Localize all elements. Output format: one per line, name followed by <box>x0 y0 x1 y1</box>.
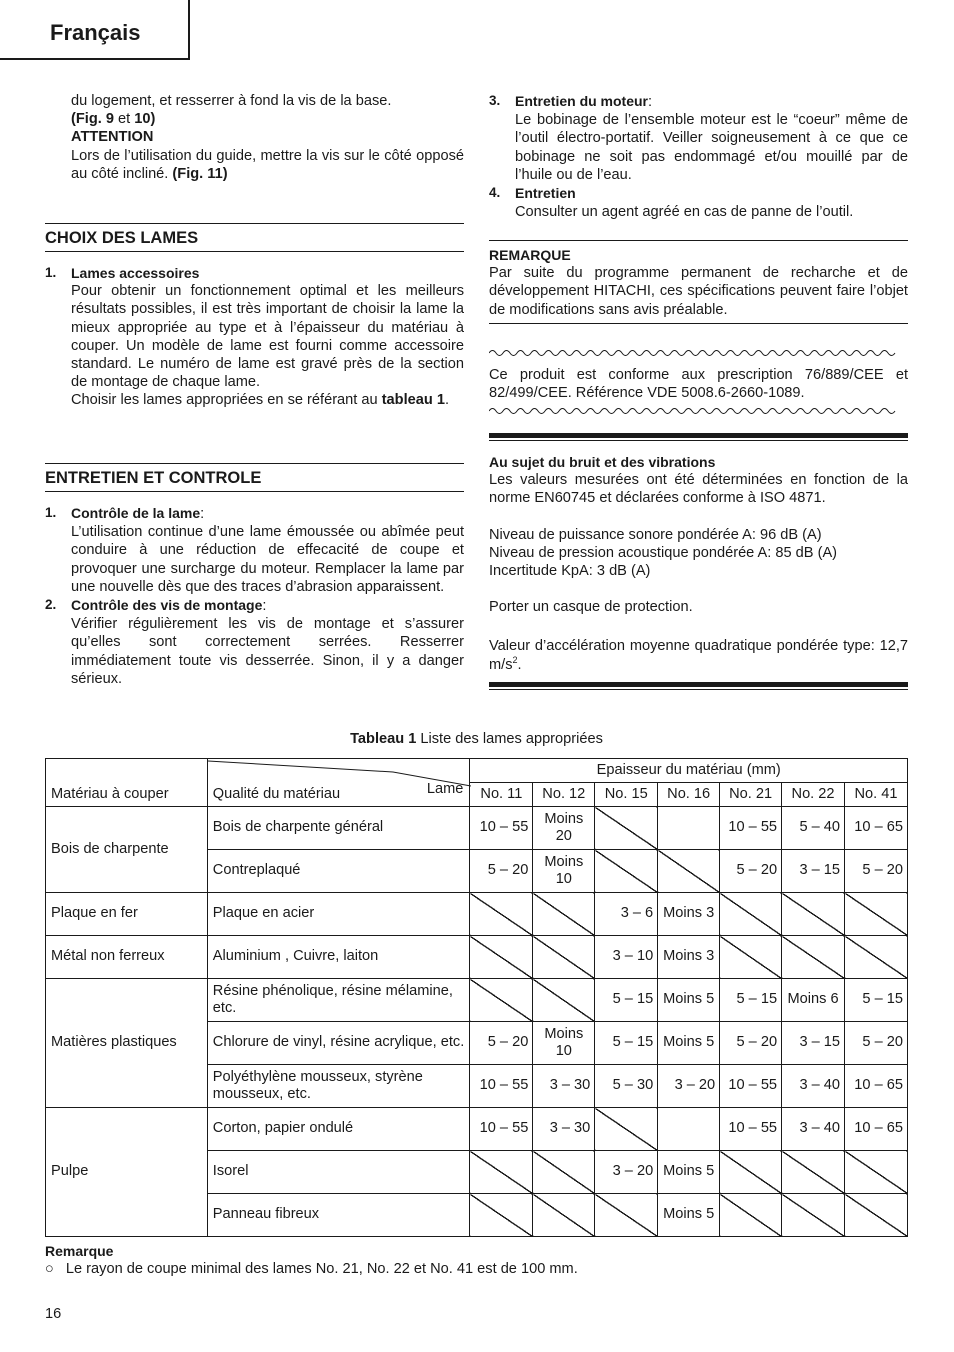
not-applicable-cell <box>533 1151 595 1194</box>
blade-header: No. 16 <box>658 783 720 807</box>
value-cell: 3 – 20 <box>658 1065 720 1108</box>
value-cell: 10 – 55 <box>470 1065 533 1108</box>
value-cell: 3 – 15 <box>782 1022 845 1065</box>
not-applicable-cell <box>470 979 533 1022</box>
blade-header: No. 22 <box>782 783 845 807</box>
fig-ref: 10) <box>134 111 156 128</box>
colon: : <box>648 94 653 110</box>
noise-heading: Au sujet du bruit et des vibrations <box>489 454 716 470</box>
language-tab <box>0 0 190 60</box>
not-applicable-cell <box>470 1151 533 1194</box>
value-cell: 3 – 40 <box>782 1065 845 1108</box>
value-cell: Moins 5 <box>658 979 720 1022</box>
value-cell: 3 – 30 <box>533 1065 595 1108</box>
blade-header: No. 12 <box>533 783 595 807</box>
not-applicable-cell <box>782 893 845 936</box>
value-cell: 10 – 55 <box>720 807 782 850</box>
not-applicable-cell <box>533 893 595 936</box>
intro-text <box>45 92 464 183</box>
conformity-text: Ce produit est conforme aux prescription 76/889/CEE et 82/499/CEE. Référence VDE 5008.6-2660-1089. <box>489 367 908 402</box>
blade-table <box>45 758 908 1237</box>
list-item <box>45 504 464 596</box>
not-applicable-cell <box>470 1194 533 1237</box>
item-heading: Contrôle des vis de montage <box>71 597 263 614</box>
value-cell: 3 – 10 <box>595 936 658 979</box>
not-applicable-cell <box>720 893 782 936</box>
quality-cell: Résine phénolique, résine mélamine, etc. <box>207 979 470 1022</box>
text-span: Valeur d’accélération moyenne quadratique pondérée type: 12,7 m/s <box>489 638 908 673</box>
fig-ref: (Fig. 11) <box>172 165 228 182</box>
item-number: 2. <box>45 597 57 613</box>
quality-cell: Contreplaqué <box>207 850 470 893</box>
value-cell: 5 – 15 <box>595 979 658 1022</box>
caption-label: Tableau 1 <box>350 731 417 747</box>
value-cell: 5 – 20 <box>470 850 533 893</box>
quality-cell: Aluminium , Cuivre, laiton <box>207 936 470 979</box>
table-row <box>46 893 908 936</box>
not-applicable-cell <box>720 1194 782 1237</box>
section-title: ENTRETIEN ET CONTROLE <box>45 463 464 492</box>
vibration-text <box>489 637 908 673</box>
not-applicable-cell <box>782 1151 845 1194</box>
text-span: . <box>517 656 522 673</box>
noise-level: Niveau de puissance sonore pondérée A: 96 dB (A) <box>489 526 822 543</box>
header-thickness: Epaisseur du matériau (mm) <box>470 759 908 783</box>
item-number: 4. <box>489 185 501 201</box>
item-heading: Entretien <box>515 185 576 202</box>
header-quality-label: Qualité du matériau <box>212 785 341 802</box>
value-cell <box>658 1108 720 1151</box>
item-number: 1. <box>45 265 57 280</box>
value-cell: 5 – 20 <box>470 1022 533 1065</box>
value-cell: 5 – 15 <box>845 979 908 1022</box>
value-cell: 10 – 65 <box>845 807 908 850</box>
quality-cell: Polyéthylène mousseux, styrène mousseux, etc. <box>207 1065 470 1108</box>
not-applicable-cell <box>845 936 908 979</box>
not-applicable-cell <box>595 850 658 893</box>
blade-header: No. 11 <box>470 783 533 807</box>
not-applicable-cell <box>845 893 908 936</box>
list-item <box>489 92 908 184</box>
right-maintenance <box>489 92 908 221</box>
not-applicable-cell <box>595 1108 658 1151</box>
value-cell: 5 – 20 <box>845 1022 908 1065</box>
attention-text: Lors de l’utilisation du guide, mettre la vis sur le côté opposé au côté incliné. <box>71 147 464 182</box>
not-applicable-cell <box>595 807 658 850</box>
note-heading: Remarque <box>45 1243 114 1259</box>
value-cell: Moins 3 <box>658 893 720 936</box>
blade-header: No. 41 <box>845 783 908 807</box>
list-item <box>45 596 464 688</box>
wavy-divider <box>489 406 899 416</box>
quality-cell: Bois de charpente général <box>207 807 470 850</box>
item-heading: Contrôle de la lame <box>71 505 201 521</box>
value-cell: 10 – 65 <box>845 1065 908 1108</box>
value-cell: 5 – 20 <box>845 850 908 893</box>
item-text: Le bobinage de l’ensemble moteur est le “coeur” même de l’outil électro-portatif. Veiller soigneusement à ce que ce bobinage ne soit pas endommagé et/ou mouillé par de l’huile ou de l’eau. <box>515 112 908 183</box>
colon: : <box>200 506 205 522</box>
header-lame: Lame <box>426 781 464 797</box>
not-applicable-cell <box>720 936 782 979</box>
caption-text: Liste des lames appropriées <box>416 731 603 747</box>
not-applicable-cell <box>470 893 533 936</box>
item-number: 1. <box>45 505 57 520</box>
note-item <box>45 1260 578 1278</box>
value-cell: Moins 10 <box>533 850 595 893</box>
text-span: Choisir les lames appropriées en se référant au <box>71 392 382 409</box>
section-choix-des-lames <box>45 223 464 410</box>
fig-ref: (Fig. 9 <box>71 111 114 128</box>
noise-text: Les valeurs mesurées ont été déterminées en fonction de la norme EN60745 et déclarées conforme à ISO 4871. <box>489 472 908 507</box>
value-cell: 3 – 40 <box>782 1108 845 1151</box>
noise-level: Niveau de pression acoustique pondérée A: 85 dB (A) <box>489 544 838 561</box>
value-cell: 3 – 15 <box>782 850 845 893</box>
table-row <box>46 807 908 850</box>
value-cell: Moins 5 <box>658 1151 720 1194</box>
wavy-divider <box>489 348 899 358</box>
quality-cell: Panneau fibreux <box>207 1194 470 1237</box>
material-cell: Pulpe <box>46 1108 208 1237</box>
noise-box <box>489 433 908 690</box>
intro-line: du logement, et resserrer à fond la vis de la base. <box>71 93 392 109</box>
table-row <box>46 936 908 979</box>
value-cell: 10 – 55 <box>470 1108 533 1151</box>
value-cell: 3 – 20 <box>595 1151 658 1194</box>
table-caption <box>45 730 908 748</box>
quality-cell: Chlorure de vinyl, résine acrylique, etc. <box>207 1022 470 1065</box>
superscript: 2 <box>512 654 518 665</box>
bullet-icon: ○ <box>45 1261 54 1277</box>
value-cell: 3 – 6 <box>595 893 658 936</box>
protection-note: Porter un casque de protection. <box>489 599 693 616</box>
value-cell: 5 – 15 <box>595 1022 658 1065</box>
value-cell: 10 – 55 <box>720 1065 782 1108</box>
section-title: CHOIX DES LAMES <box>45 223 464 252</box>
value-cell: 10 – 55 <box>470 807 533 850</box>
item-text <box>71 391 464 409</box>
quality-cell: Plaque en acier <box>207 893 470 936</box>
quality-cell: Isorel <box>207 1151 470 1194</box>
not-applicable-cell <box>845 1151 908 1194</box>
not-applicable-cell <box>533 936 595 979</box>
noise-level: Incertitude KpA: 3 dB (A) <box>489 563 651 580</box>
value-cell: 5 – 40 <box>782 807 845 850</box>
divider <box>489 240 908 241</box>
remarque-text: Par suite du programme permanent de recharche et de développement HITACHI, ces spécifications peuvent faire l’objet de modifications sans avis préalable. <box>489 265 908 318</box>
material-cell: Plaque en fer <box>46 893 208 936</box>
value-cell: 5 – 20 <box>720 1022 782 1065</box>
quality-cell: Corton, papier ondulé <box>207 1108 470 1151</box>
not-applicable-cell <box>595 1194 658 1237</box>
conformity-box <box>489 345 908 421</box>
not-applicable-cell <box>658 850 720 893</box>
not-applicable-cell <box>533 1194 595 1237</box>
value-cell: 10 – 65 <box>845 1108 908 1151</box>
value-cell: 5 – 20 <box>720 850 782 893</box>
header-quality <box>207 759 470 807</box>
table-ref: tableau 1 <box>381 392 445 409</box>
value-cell: Moins 20 <box>533 807 595 850</box>
value-cell: 10 – 55 <box>720 1108 782 1151</box>
note-text: Le rayon de coupe minimal des lames No. 21, No. 22 et No. 41 est de 100 mm. <box>65 1261 578 1277</box>
item-heading: Entretien du moteur <box>515 93 649 109</box>
page-number: 16 <box>45 1306 62 1322</box>
not-applicable-cell <box>782 936 845 979</box>
remarque-box <box>489 240 908 324</box>
value-cell: 5 – 30 <box>595 1065 658 1108</box>
header-material: Matériau à couper <box>46 759 208 807</box>
material-cell: Matières plastiques <box>46 979 208 1108</box>
table-row <box>46 1108 908 1151</box>
text-span: . <box>444 392 450 409</box>
not-applicable-cell <box>470 936 533 979</box>
value-cell <box>658 807 720 850</box>
list-item <box>45 264 464 410</box>
left-intro <box>45 92 464 183</box>
material-cell: Bois de charpente <box>46 807 208 893</box>
item-text: Vérifier régulièrement les vis de montage et s’assurer qu’elles sont correctement serrées. Resserrer immédiatement toute vis desserrée. Sinon, il y a danger sérieux. <box>71 616 464 687</box>
thick-rule <box>489 682 908 690</box>
section-entretien <box>45 463 464 688</box>
item-number: 3. <box>489 93 501 108</box>
value-cell: Moins 6 <box>782 979 845 1022</box>
fig-et: et <box>113 111 135 128</box>
value-cell: Moins 3 <box>658 936 720 979</box>
item-text: L’utilisation continue d’une lame émoussée ou abîmée peut conduire à une réduction de effecacité de coupe et provoquer une surcharge du moteur. Remplacer la lame par une nouvelle dès que des traces d’abrasion apparaissent. <box>71 524 464 595</box>
material-cell: Métal non ferreux <box>46 936 208 979</box>
divider <box>489 323 908 324</box>
not-applicable-cell <box>533 979 595 1022</box>
language-label: Français <box>50 20 141 45</box>
table-row <box>46 979 908 1022</box>
value-cell: Moins 10 <box>533 1022 595 1065</box>
blade-header: No. 15 <box>595 783 658 807</box>
not-applicable-cell <box>782 1194 845 1237</box>
not-applicable-cell <box>720 1151 782 1194</box>
item-text: Pour obtenir un fonctionnement optimal et les meilleurs résultats possibles, il est très important de choisir la lame la mieux appropriée au type et à l’épaisseur du matériau à couper. Un modèle de lame est fourni comme accessoire standard. Le numéro de lame est gravé près de la section de montage de chaque lame. <box>71 283 464 391</box>
item-text: Consulter un agent agréé en cas de panne de l’outil. <box>515 204 854 221</box>
not-applicable-cell <box>845 1194 908 1237</box>
value-cell: 5 – 15 <box>720 979 782 1022</box>
value-cell: Moins 5 <box>658 1022 720 1065</box>
item-heading: Lames accessoires <box>71 265 200 281</box>
attention-heading: ATTENTION <box>71 129 154 146</box>
value-cell: 3 – 30 <box>533 1108 595 1151</box>
remarque-heading: REMARQUE <box>489 247 571 263</box>
thick-rule <box>489 433 908 441</box>
list-item <box>489 184 908 221</box>
value-cell: Moins 5 <box>658 1194 720 1237</box>
blade-header: No. 21 <box>720 783 782 807</box>
colon: : <box>262 598 267 615</box>
